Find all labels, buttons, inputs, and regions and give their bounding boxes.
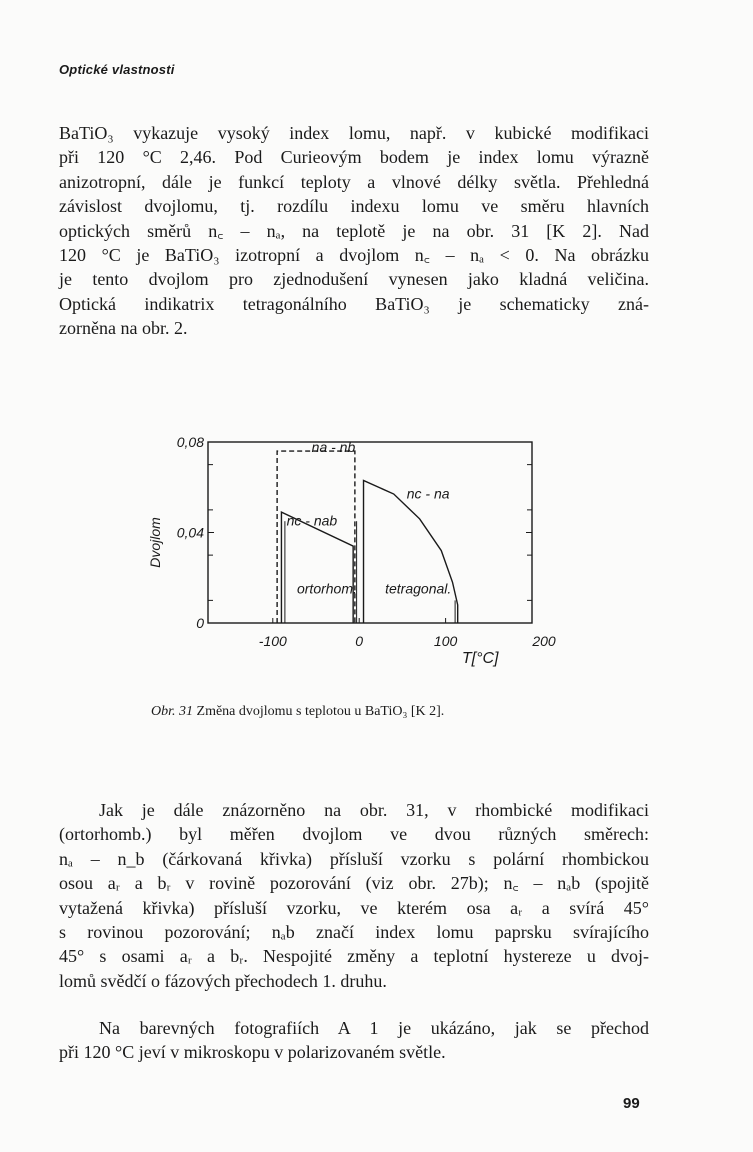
text-line: osou aᵣ a bᵣ v rovině pozorování (viz obr. 27b); n꜀ – nₐb (spojitě: [59, 873, 649, 894]
y-tick-label: 0,04: [176, 524, 204, 541]
plot-frame: [208, 442, 532, 623]
text-line: nₐ – n_b (čárkovaná křivka) přísluší vzorku s polární rhombickou: [59, 848, 649, 869]
annotation-label: nc - na: [406, 485, 450, 502]
series-line: [277, 451, 355, 623]
text-line: BaTiO₃ vykazuje vysoký index lomu, např. v kubické modifikaci: [59, 123, 649, 143]
birefringence-chart: [140, 430, 580, 680]
annotation-label: nc - nab: [286, 512, 338, 529]
annotation-label: ortorhom.: [296, 580, 357, 597]
paragraph-1: [59, 121, 649, 341]
text-line: při 120 °C jeví v mikroskopu v polarizovaném světle.: [59, 1042, 446, 1063]
text-line: vytažená křivka) přísluší vzorku, ve kterém osa aᵣ a svírá 45°: [59, 897, 649, 918]
y-tick-label: 0,08: [176, 434, 204, 450]
text-line: závislost dvojlomu, tj. rozdílu indexu lomu ve směru hlavních: [59, 196, 649, 217]
y-axis-label: Dvojlom: [147, 517, 163, 568]
x-tick-label: 200: [532, 633, 556, 649]
text-line: při 120 °C 2,46. Pod Curieovým bodem je index lomu výrazně: [59, 147, 649, 168]
figure-caption: [151, 704, 444, 720]
text-line: Jak je dále znázorněno na obr. 31, v rhombické modifikaci: [99, 800, 649, 820]
running-header: Optické vlastnosti: [59, 62, 175, 77]
text-line: Na barevných fotografiích A 1 je ukázáno, jak se přechod: [99, 1018, 649, 1038]
text-line: 45° s osami aᵣ a bᵣ. Nespojité změny a teplotní hystereze u dvoj-: [59, 946, 649, 967]
x-tick-label: 100: [433, 633, 458, 649]
page-number: 99: [623, 1095, 640, 1112]
series-line: [281, 512, 353, 623]
text-line: je tento dvojlom pro zjednodušení vynesen jako kladná veličina.: [59, 269, 649, 290]
text-line: anizotropní, dále je funkcí teploty a vlnové délky světla. Přehledná: [59, 171, 649, 192]
text-line: Optická indikatrix tetragonálního BaTiO₃ je schematicky zná-: [59, 293, 649, 314]
x-axis-label: T[°C]: [461, 650, 499, 667]
annotation-label: tetragonal.: [385, 580, 452, 597]
text-line: optických směrů n꜀ – nₐ, na teplotě je na obr. 31 [K 2]. Nad: [59, 220, 649, 241]
text-line: 120 °C je BaTiO₃ izotropní a dvojlom n꜀ – nₐ < 0. Na obrázku: [59, 245, 649, 266]
text-line: (ortorhomb.) byl měřen dvojlom ve dvou různých směrech:: [59, 824, 649, 845]
paragraph-2: [59, 798, 649, 993]
text-line: s rovinou pozorování; nₐb značí index lomu paprsku svírajícího: [59, 922, 649, 943]
x-tick-label: -100: [258, 633, 287, 649]
paragraph-3: [59, 1016, 649, 1065]
caption-text: Změna dvojlomu s teplotou u BaTiO₃ [K 2].: [196, 704, 445, 719]
x-tick-label: 0: [355, 633, 364, 649]
text-line: zorněna na obr. 2.: [59, 318, 188, 339]
y-tick-label: 0: [196, 615, 204, 631]
text-line: lomů svědčí o fázových přechodech 1. druhu.: [59, 970, 387, 991]
figure-31: [140, 430, 580, 680]
caption-figure-ref: Obr. 31: [151, 704, 194, 719]
annotation-label: na - nb: [311, 439, 356, 456]
series-line: [364, 480, 458, 623]
